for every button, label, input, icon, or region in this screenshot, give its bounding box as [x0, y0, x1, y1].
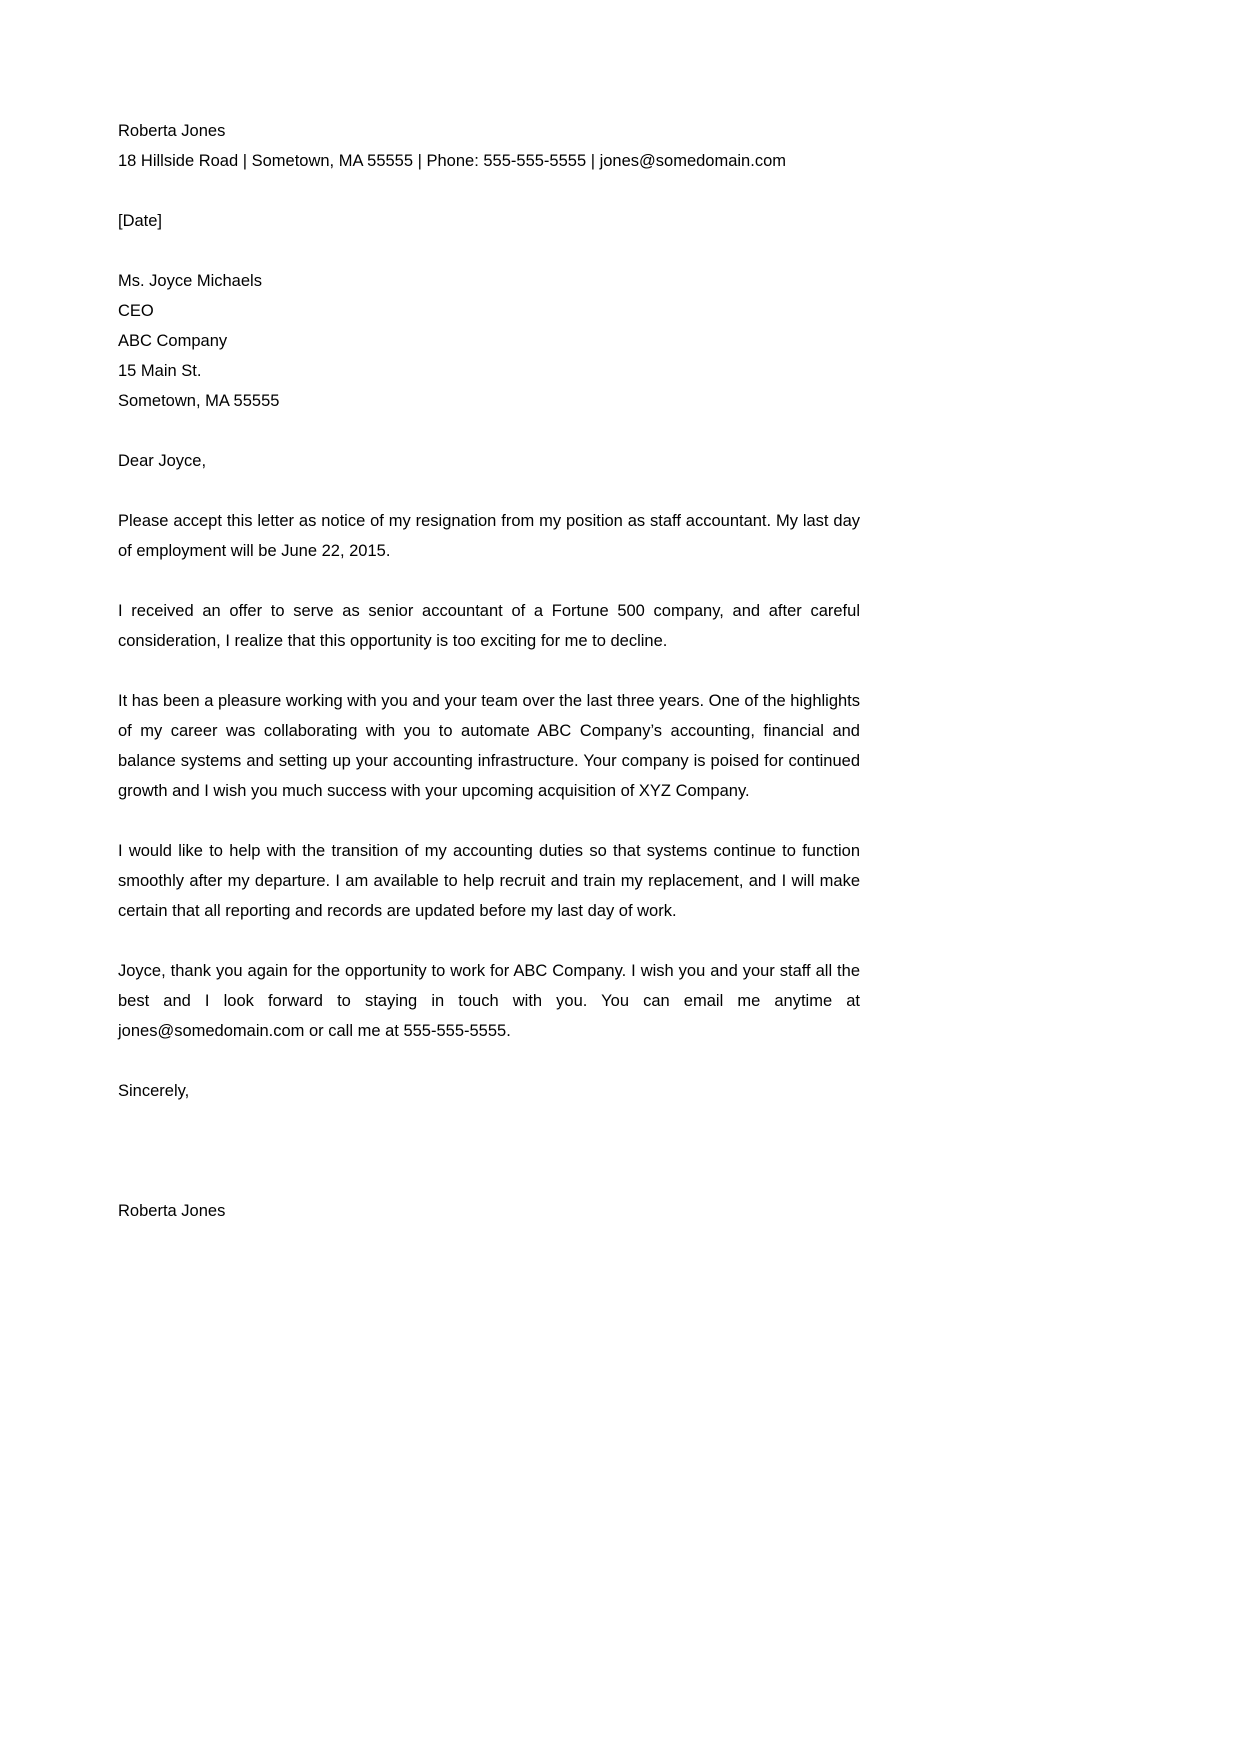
- spacer: [118, 566, 860, 596]
- salutation: Dear Joyce,: [118, 452, 207, 470]
- spacer: [118, 656, 860, 686]
- resignation-letter: [118, 116, 860, 1226]
- sender-contact-line: 18 Hillside Road | Sometown, MA 55555 | Phone: 555-555-5555 | jones@somedomain.com: [118, 152, 786, 170]
- body-paragraph: It has been a pleasure working with you and your team over the last three years. One of the highlights of my career was collaborating with you to automate ABC Company’s accounting, financial and balance systems and setting up your accounting infrastructure. Your company is poised for continued growth and I wish you much success with your upcoming acquisition of XYZ Company.: [118, 692, 861, 800]
- signature-space: [118, 1106, 860, 1196]
- signature-name: Roberta Jones: [118, 1202, 226, 1220]
- body-paragraph: I would like to help with the transition of my accounting duties so that systems continue to function smoothly after my departure. I am available to help recruit and train my replacement, and I will make certain that all reporting and records are updated before my last day of work.: [118, 842, 860, 920]
- sender-name: Roberta Jones: [118, 122, 226, 140]
- spacer: [118, 476, 860, 506]
- body-paragraph: I received an offer to serve as senior accountant of a Fortune 500 company, and after careful consideration, I realize that this opportunity is too exciting for me to decline.: [118, 602, 860, 650]
- recipient-company: ABC Company: [118, 332, 228, 350]
- recipient-city-line: Sometown, MA 55555: [118, 392, 280, 410]
- body-paragraph: Joyce, thank you again for the opportunity to work for ABC Company. I wish you and your staff all the best and I look forward to staying in touch with you. You can email me anytime at jones@somedomain.com or call me at 555-555-5555.: [118, 962, 860, 1040]
- recipient-street: 15 Main St.: [118, 362, 202, 380]
- letter-date: [Date]: [118, 212, 163, 230]
- recipient-name: Ms. Joyce Michaels: [118, 272, 262, 290]
- spacer: [118, 416, 860, 446]
- recipient-title: CEO: [118, 302, 154, 320]
- spacer: [118, 806, 860, 836]
- body-paragraph: Please accept this letter as notice of my resignation from my position as staff accountant. My last day of employment will be June 22, 2015.: [118, 512, 860, 560]
- spacer: [118, 926, 860, 956]
- spacer: [118, 236, 860, 266]
- spacer: [118, 1046, 860, 1076]
- recipient-address-block: [118, 266, 860, 416]
- spacer: [118, 176, 860, 206]
- closing: Sincerely,: [118, 1082, 190, 1100]
